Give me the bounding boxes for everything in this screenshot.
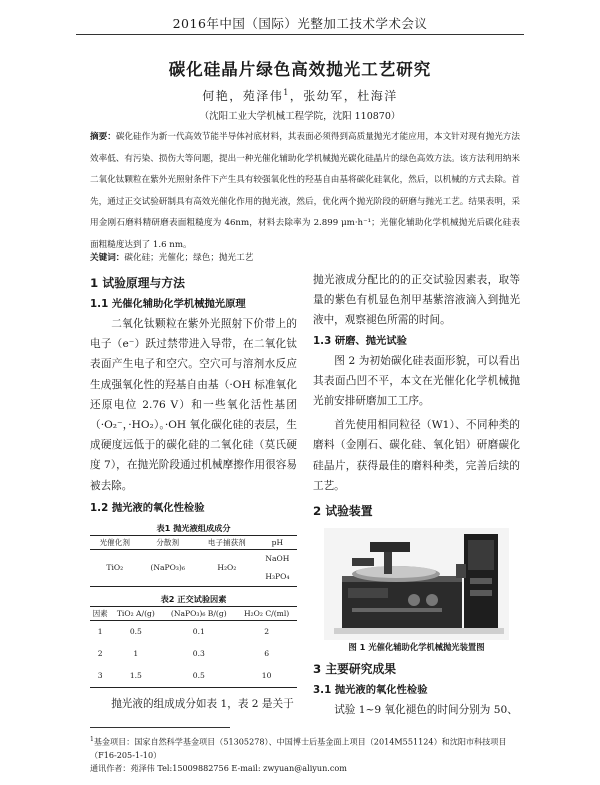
authors-part-2: ，张幼军，杜海洋: [289, 89, 398, 103]
keywords-text: 碳化硅；光催化；绿色；抛光工艺: [124, 253, 254, 263]
footnote-funding: [90, 733, 530, 762]
section-1-3-heading: 1.3 研磨、抛光试验: [313, 334, 407, 347]
abstract-label: 摘要：: [90, 132, 116, 142]
section-3-1-text: 试验 1~9 氧化褪色的时间分别为 50、: [334, 704, 518, 717]
table-2-cell: 0.5: [129, 626, 142, 636]
paper-title: 碳化硅晶片绿色高效抛光工艺研究: [168, 60, 432, 79]
table-2-cell: 10: [261, 670, 272, 680]
table-2-caption: 表2 正交试验因素: [160, 593, 227, 604]
keywords: [90, 251, 253, 263]
table-1-header: 电子捕获剂: [196, 535, 258, 549]
table-1: [90, 535, 297, 587]
table-1-cell: TiO₂: [106, 562, 124, 572]
table-1-cell: (NaPO₃)₆: [150, 562, 185, 572]
table-1-header: 分散剂: [140, 535, 196, 549]
table-2-row: [90, 665, 297, 688]
left-column: [90, 270, 297, 714]
table-2-cell: 0.3: [192, 648, 205, 658]
table-1-header: 光催化剂: [90, 535, 140, 549]
table-1-header: pH: [258, 535, 297, 549]
section-1-heading: 1 试验原理与方法: [90, 276, 185, 290]
figure-1: [324, 528, 509, 640]
figure-1-caption: 图 1 光催化辅助化学机械抛光装置图: [348, 642, 485, 653]
table-2-header-row: [90, 606, 297, 620]
affiliation: （沈阳工业大学机械工程学院，沈阳 110870）: [199, 111, 401, 122]
section-3-heading: 3 主要研究成果: [313, 662, 397, 677]
polishing-machine-photo: [324, 528, 509, 640]
header-rule: [76, 34, 524, 35]
table-2-cell: 0.1: [192, 626, 205, 636]
table-2-cell: 1.5: [129, 670, 142, 680]
footnote: [90, 733, 530, 775]
table-1-row: [90, 549, 297, 568]
right-column: [313, 270, 520, 720]
keywords-label: 关键词：: [90, 253, 125, 263]
table-2-header: (NaPO₃)₆ B/(g): [161, 606, 236, 620]
table-2: [90, 606, 297, 688]
footnote-contact: 通讯作者：苑泽伟 Tel:15009882756 E-mail: zwyuan@aliyun.com: [90, 762, 347, 773]
after-tables-text: 抛光液的组成成分如表 1，表 2 是关于: [111, 697, 294, 710]
table-1-header-row: [90, 535, 297, 549]
table-2-header: 因素: [90, 606, 110, 620]
right-paragraph-1: 抛光液成分配比的的正交试验因素表，取等量的紫色有机显色剂甲基紫溶液滴入到抛光液中，观察褪色所需的时间。: [313, 274, 520, 327]
section-3-1-heading: 3.1 抛光液的氧化性检验: [313, 684, 428, 697]
conference-header: 2016年中国（国际）光整加工技术学术会议: [172, 16, 428, 31]
section-1-1-text: 二氧化钛颗粒在紫外光照射下价带上的电子（e⁻）跃过禁带进入导带，在二氧化钛表面产生电子和空穴。空穴可与溶剂水反应生成强氧化性的羟基自由基（·OH 标准氧化还原电位 2.76 V）和一些氧化活性基团（·O₂⁻，·HO₂）。·OH 氧化碳化硅的表层，生成硬度远低于的碳化硅的二氧化硅（莫氏硬度 7），在抛光阶段通过机械摩擦作用很容易被去除。: [90, 318, 297, 492]
footnote-funding-text: 基金项目：国家自然科学基金项目（51305278）、中国博士后基金面上项目（2014M551124）和沈阳市科技项目（F16-205-1-10）: [90, 736, 507, 760]
section-1-1-heading: 1.1 光催化辅助化学机械抛光原理: [90, 298, 246, 310]
table-1-cell: NaOH: [265, 553, 290, 563]
table-1-cell: H₃PO₄: [265, 571, 290, 581]
abstract-text: 碳化硅作为新一代高效节能半导体衬底材料，其表面必须得到高质量抛光才能应用，本文针对现有抛光方法效率低、有污染、损伤大等问题，提出一种光催化辅助化学机械抛光碳化硅晶片的绿色高效方法。该方法利用纳米二氧化钛颗粒在紫外光照射条件下产生具有较强氧化性的羟基自由基将碳化硅氧化，然后，以机械的方式去除。首先，通过正交试验研制具有高效光催化作用的抛光液，然后，优化两个抛光阶段的研磨与抛光工艺。结果表明，采用金刚石磨料精研磨表面粗糙度为 46nm，材料去除率为 2.899 μm·h⁻¹；光催化辅助化学机械抛光后碳化硅表面粗糙度达到了 1.6 nm。: [90, 132, 520, 250]
section-1-3-text-2: 首先使用相同粒径（W1）、不同种类的磨料（金刚石、碳化硅、氧化铝）研磨碳化硅晶片，获得最佳的磨料种类，完善后续的工艺。: [313, 419, 520, 492]
table-2-cell: 2: [264, 626, 270, 636]
table-2-cell: 2: [97, 648, 103, 658]
table-2-row: [90, 643, 297, 665]
footnote-rule: [90, 727, 230, 728]
table-1-cell: H₂O₂: [217, 562, 237, 572]
author-footnote-mark: 1: [283, 88, 290, 97]
table-2-cell: 3: [97, 670, 103, 680]
table-2-cell: 1: [133, 648, 139, 658]
abstract: [90, 127, 520, 256]
table-2-header: TiO₂ A/(g): [110, 606, 161, 620]
table-2-cell: 1: [97, 626, 103, 636]
footnote-mark: 1: [90, 736, 94, 743]
authors-part-1: 何艳，苑泽伟: [202, 89, 284, 103]
table-2-cell: 0.5: [192, 670, 205, 680]
section-2-heading: 2 试验装置: [313, 504, 373, 519]
table-1-caption: 表1 抛光液组成成分: [156, 522, 231, 533]
table-2-cell: 6: [264, 648, 270, 658]
table-2-row: [90, 620, 297, 643]
authors: [0, 87, 600, 104]
section-1-3-text-1: 图 2 为初始碳化硅表面形貌，可以看出其表面凸凹不平，本文在光催化化学机械抛光前安排研磨加工工序。: [313, 354, 520, 408]
table-2-header: H₂O₂ C/(ml): [236, 606, 297, 620]
section-1-2-heading: 1.2 抛光液的氧化性检验: [90, 501, 205, 514]
